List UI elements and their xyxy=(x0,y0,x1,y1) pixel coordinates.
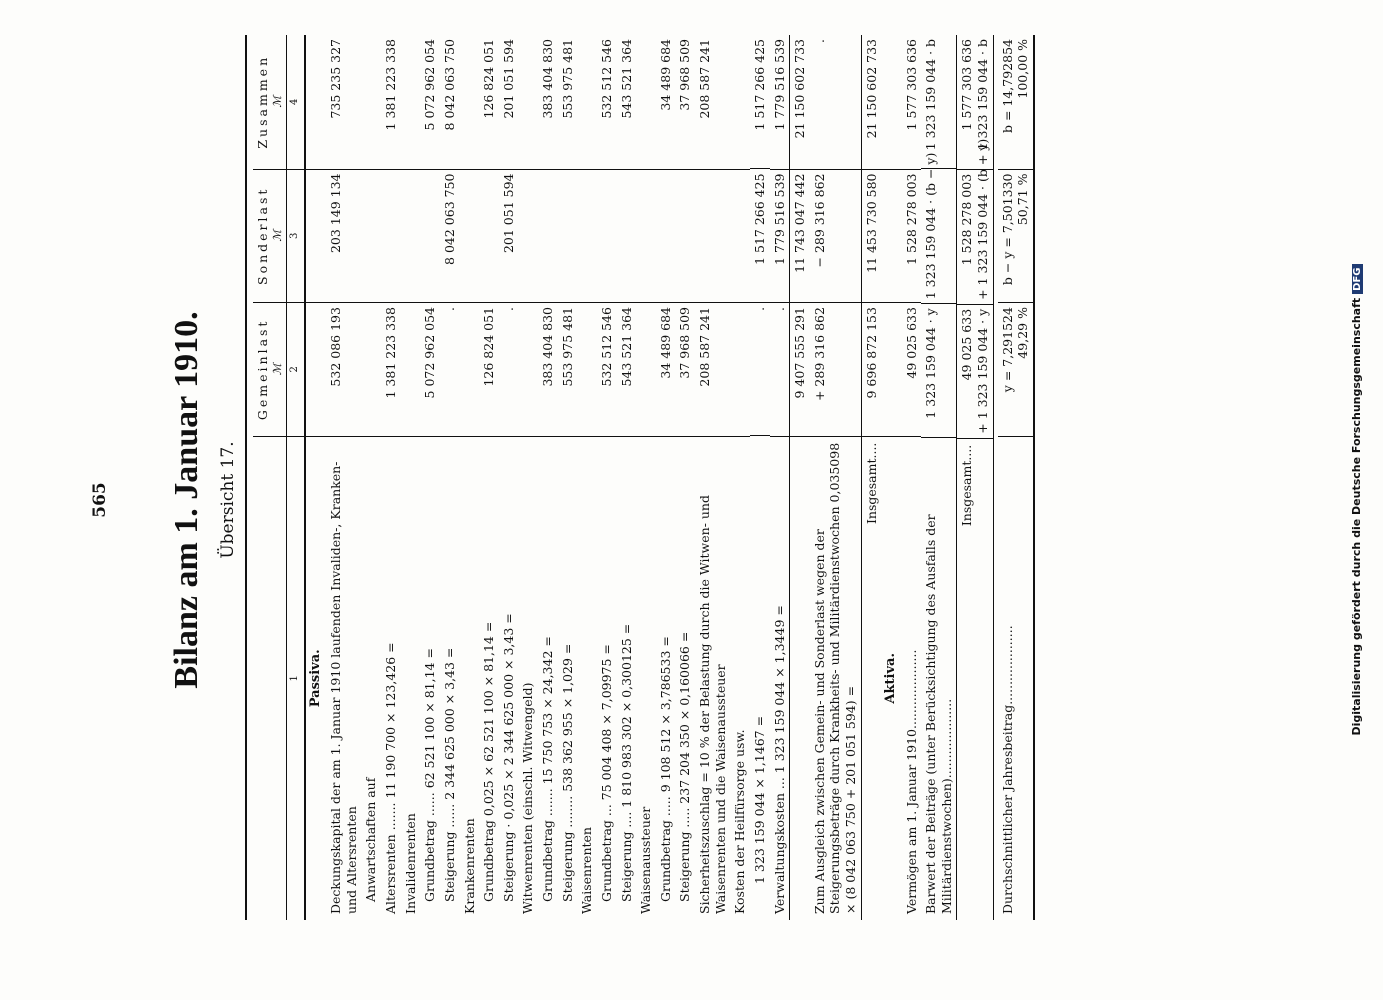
header-row xyxy=(247,35,287,920)
aktiva-title: Aktiva. xyxy=(881,436,901,920)
table-row: Grundbetrag ...... 62 521 100 × 81,14 = 5 072 962 054 5 072 962 054 xyxy=(420,35,440,920)
table-row: Grundbetrag 0,025 × 62 521 100 × 81,14 = 126 824 051 126 824 051 xyxy=(479,35,499,920)
table-row: Krankenrenten xyxy=(460,35,480,920)
table-row: Grundbetrag ... 75 004 408 × 7,09975 = 532 512 546 532 512 546 xyxy=(597,35,617,920)
table-row: Grundbetrag ..... 9 108 512 × 3,786533 = 34 489 684 34 489 684 xyxy=(656,35,676,920)
table-row: Steigerung ........ 538 362 955 × 1,029 = 553 975 481 553 975 481 xyxy=(558,35,578,920)
table-row: Kosten der Heilfürsorge usw. xyxy=(730,35,750,920)
colnum-4: 4 xyxy=(289,98,301,105)
page-subtitle: Übersicht 17. xyxy=(218,441,238,559)
section-row xyxy=(306,35,326,920)
total-row: Insgesamt.... 9 696 872 153 11 453 730 580 21 150 602 733 xyxy=(861,35,882,920)
colnum-2: 2 xyxy=(287,302,304,436)
table-row: Zum Ausgleich zwischen Gemein- und Sonderlast wegen der Steigerungsbeträge durch Krankheits- und Militärdienstwochen 0,035098 × (8 042 063 750 + 201 051 594) = + 289 316 862 − 289 316 862 . xyxy=(810,35,861,920)
unit-mark: ℳ xyxy=(270,95,284,108)
average-row: Durchschnittlicher Jahresbeitrag.................... y = 7,291524 49,29 % b − y = 7,501330 50,71 % b = 14,792854 100,00 % xyxy=(993,35,1033,920)
header-zusammen: Zusammen xyxy=(255,54,270,149)
credit-line: Digitalisierung gefördert durch die Deutsche ForschungsgemeinschaftDFG xyxy=(1350,0,1363,1000)
table-row: Steigerung ..... 237 204 350 × 0,160066 = 37 968 509 37 968 509 xyxy=(675,35,695,920)
passiva-title: Passiva. xyxy=(306,436,326,920)
header-col1 xyxy=(253,436,286,920)
table-row: Anwartschaften auf xyxy=(361,35,381,920)
total-row: Insgesamt.... 49 025 633 + 1 323 159 044 · y 1 528 278 003 + 1 323 159 044 · (b − y) 1 577 303 636 + 1 323 159 044 · b xyxy=(956,35,992,920)
table-row: Steigerung · 0,025 × 2 344 625 000 × 3,43 = . 201 051 594 201 051 594 xyxy=(499,35,519,920)
table-row: Witwenrenten (einschl. Witwengeld) xyxy=(518,35,538,920)
table-row: Steigerung .... 1 810 983 302 × 0,300125 = 543 521 364 543 521 364 xyxy=(617,35,637,920)
table-row: Barwert der Beiträge (unter Berücksichtigung des Ausfalls der Militärdienstwochen).................... 1 323 159 044 · y 1 323 159 044 · (b − y) 1 323 159 044 · b xyxy=(921,35,956,920)
section-row xyxy=(881,35,901,920)
table-row: Waisenaussteuer xyxy=(636,35,656,920)
unit-mark: ℳ xyxy=(270,229,284,242)
table-row: 1 323 159 044 × 1,1467 = . 1 517 266 425 1 517 266 425 xyxy=(750,35,770,920)
page-number: 565 xyxy=(90,482,110,518)
colnum-3: 3 xyxy=(287,169,304,303)
colnum-1: 1 xyxy=(287,436,304,920)
header-gemeinlast: Gemeinlast xyxy=(255,318,270,421)
table-row: Grundbetrag ....... 15 750 753 × 24,342 = 383 404 830 383 404 830 xyxy=(538,35,558,920)
unit-mark: ℳ xyxy=(270,363,284,376)
column-numbers xyxy=(287,35,306,920)
subtotal-row: 9 407 555 291 11 743 047 442 21 150 602 733 xyxy=(789,35,810,920)
page-title: Bilanz am 1. Januar 1910. xyxy=(168,311,205,689)
table-row: Invalidenrenten xyxy=(401,35,421,920)
table-row: Steigerung ...... 2 344 625 000 × 3,43 = . 8 042 063 750 8 042 063 750 xyxy=(440,35,460,920)
table-row: Deckungskapital der am 1. Januar 1910 laufenden Invaliden-, Kranken- und Altersrenten 532 086 193 203 149 134 735 235 327 xyxy=(326,35,361,920)
table-row: Altersrenten ....... 11 190 700 × 123,426 = 1 381 223 338 1 381 223 338 xyxy=(381,35,401,920)
table-row: Verwaltungskosten ... 1 323 159 044 × 1,3449 = . 1 779 516 539 1 779 516 539 xyxy=(770,35,790,920)
table-row: Waisenrenten xyxy=(577,35,597,920)
dfg-logo: DFG xyxy=(1352,265,1363,294)
table-row: Sicherheitszuschlag = 10 % der Belastung durch die Witwen- und Waisenrenten und die Waisenaussteuer 208 587 241 208 587 241 xyxy=(695,35,730,920)
balance-table xyxy=(245,35,1035,920)
header-sonderlast: Sonderlast xyxy=(255,186,270,285)
table-row: Vermögen am 1. Januar 1910.................... 49 025 633 1 528 278 003 1 577 303 636 xyxy=(902,35,922,920)
